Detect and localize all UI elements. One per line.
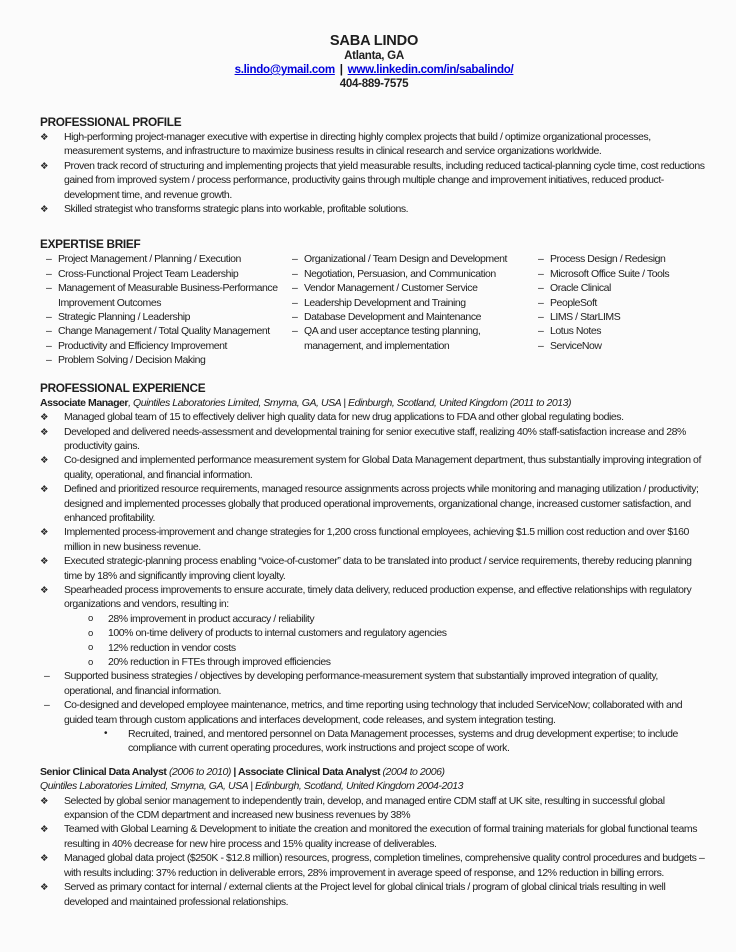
bullet-text: Managed global data project ($250K - $12.8 million) resources, progress, completion timelines, comprehensive quality control procedures and budgets – with results including: 37% reduction in deliverable errors, 28% improvement in average speed of response, and 12% reduction in billing errors. [64, 852, 705, 879]
dash-bullet-icon: – [538, 339, 544, 352]
diamond-bullet-icon: ❖ [40, 556, 49, 568]
list-item [40, 641, 708, 655]
bullet-text: ServiceNow [550, 339, 602, 352]
list-item [40, 453, 708, 482]
bullet-text: Defined and prioritized resource requirements, managed resource assignments across projects while monitoring and managing utilization / productivity; designed and implemented processes globally that produced operational improvements, organizational change, increased customer satisfaction, and enhanced profitability. [64, 483, 699, 524]
job-company-line: Quintiles Laboratories Limited, Smyrna, GA, USA | Edinburgh, Scotland, United Kingdom 2004-2013 [40, 780, 464, 793]
bullet-text: Database Development and Maintenance [304, 311, 482, 324]
dash-bullet-icon: – [46, 339, 52, 352]
list-item [40, 612, 708, 626]
job-title-company-dates: , Quintiles Laboratories Limited, Smyrna, GA, USA | Edinburgh, Scotland, United Kingdom (2011 to 2013) [128, 396, 572, 409]
bullet-text: Negotiation, Persuasion, and Communication [304, 267, 496, 280]
list-item [40, 583, 708, 612]
list-item [40, 727, 708, 756]
list-item [286, 281, 532, 295]
list-item [40, 159, 708, 202]
bullet-text: Teamed with Global Learning & Development to initiate the creation and monitored the execution of formal training materials for global functional teams resulting in 40% decrease for new hire process and 15% quality increase of deliverables. [64, 823, 698, 850]
list-item [532, 339, 708, 353]
bullet-text: Cross-Functional Project Team Leadership [58, 267, 239, 280]
bullet-text: Process Design / Redesign [550, 253, 666, 266]
dash-bullet-icon: – [538, 267, 544, 280]
bullet-text: Implemented process-improvement and change strategies for 1,200 cross functional employees, achieving $1.5 million cost reduction and over $160 million in new business revenue. [64, 526, 689, 553]
list-item [286, 324, 532, 353]
list-item [286, 296, 532, 310]
bullet-text: QA and user acceptance testing planning, management, and implementation [304, 325, 481, 352]
expertise-columns [40, 252, 708, 367]
dash-bullet-icon: – [292, 311, 298, 324]
list-item [40, 482, 708, 525]
list-item [40, 425, 708, 454]
dash-bullet-icon: – [538, 325, 544, 338]
list-item [532, 324, 708, 338]
dash-bullet-icon: – [46, 253, 52, 266]
circle-bullet-icon: o [88, 656, 93, 668]
list-item [40, 410, 708, 424]
diamond-bullet-icon: ❖ [40, 853, 49, 865]
bullet-text: Lotus Notes [550, 325, 602, 338]
bullet-text: Co-designed and developed employee maintenance, metrics, and time reporting using technology that included ServiceNow; collaborated with and guided team through custom applications and interfaces development, code releases, and system integration testing. [64, 699, 683, 726]
list-item [40, 655, 708, 669]
candidate-location: Atlanta, GA [344, 49, 404, 62]
job-bullet-list [40, 410, 708, 756]
bullet-text: Productivity and Efficiency Improvement [58, 339, 228, 352]
circle-bullet-icon: o [88, 642, 93, 654]
diamond-bullet-icon: ❖ [40, 824, 49, 836]
bullet-text: Vendor Management / Customer Service [304, 282, 478, 295]
bullet-text: Leadership Development and Training [304, 296, 466, 309]
list-item [40, 626, 708, 640]
expertise-column-3 [532, 252, 708, 367]
bullet-text: Problem Solving / Decision Making [58, 354, 206, 367]
dash-bullet-icon: – [292, 282, 298, 295]
list-item [40, 851, 708, 880]
diamond-bullet-icon: ❖ [40, 204, 49, 216]
section-heading-professional-experience: PROFESSIONAL EXPERIENCE [40, 380, 206, 395]
contact-separator: | [339, 63, 343, 76]
dash-bullet-icon: – [538, 311, 544, 324]
job-title-role: Senior Clinical Data Analyst [40, 765, 169, 778]
circle-bullet-icon: o [88, 627, 93, 639]
contact-line [40, 63, 708, 77]
section-heading-expertise-brief: EXPERTISE BRIEF [40, 237, 141, 252]
profile-list [40, 130, 708, 216]
bullet-text: Co-designed and implemented performance measurement system for Global Data Management department, thus substantially improving integration of quality, operational, and financial information. [64, 454, 701, 481]
diamond-bullet-icon: ❖ [40, 455, 49, 467]
list-item [40, 525, 708, 554]
bullet-text: Served as primary contact for internal / external clients at the Project level for global clinical trials / program of global clinical trials resulting in well developed and maintained professional relationships. [64, 881, 666, 908]
list-item [40, 669, 708, 698]
diamond-bullet-icon: ❖ [40, 132, 49, 143]
diamond-bullet-icon: ❖ [40, 527, 49, 539]
job-bullet-list [40, 794, 708, 909]
bullet-text: Project Management / Planning / Execution [58, 253, 241, 266]
dash-bullet-icon: – [44, 699, 50, 712]
section-heading-professional-profile: PROFESSIONAL PROFILE [40, 115, 182, 129]
list-item [40, 698, 708, 727]
list-item [40, 202, 708, 216]
list-item [40, 353, 286, 367]
list-item [286, 310, 532, 324]
diamond-bullet-icon: ❖ [40, 584, 49, 596]
dot-bullet-icon: • [104, 728, 108, 740]
job-title [40, 765, 708, 779]
bullet-text: PeopleSoft [550, 296, 597, 309]
list-item [40, 252, 286, 266]
dash-bullet-icon: – [292, 296, 298, 309]
job-entry-associate-manager [40, 396, 708, 756]
list-item [40, 281, 286, 310]
bullet-text: Skilled strategist who transforms strategic plans into workable, profitable solutions. [64, 203, 409, 216]
bullet-text: Oracle Clinical [550, 282, 611, 295]
list-item [40, 130, 708, 159]
diamond-bullet-icon: ❖ [40, 882, 49, 894]
job-title-dates-2: (2004 to 2006) [382, 765, 445, 778]
dash-bullet-icon: – [292, 267, 298, 280]
bullet-text: Proven track record of structuring and implementing projects that yield measurable results, including reduced tactical-planning cycle time, cost reductions gained from improved system / process performance, productivity gains through multiple change and improvement initiatives, reduced product-development time, and revenue growth. [64, 159, 705, 201]
dash-bullet-icon: – [538, 282, 544, 295]
bullet-text: Supported business strategies / objectives by developing performance-measurement system that substantially improved integration of quality, operational, and financial information. [64, 670, 658, 697]
circle-bullet-icon: o [88, 613, 93, 625]
bullet-text: Selected by global senior management to independently train, develop, and managed entire CDM staff at UK site, resulting in successful global expansion of the CDM department and increased new business revenues by 38% [64, 794, 665, 822]
dash-bullet-icon: – [538, 296, 544, 309]
bullet-text: Strategic Planning / Leadership [58, 311, 190, 324]
candidate-name: SABA LINDO [329, 33, 419, 49]
bullet-text: 100% on-time delivery of products to internal customers and regulatory agencies [108, 627, 447, 640]
dash-bullet-icon: – [46, 267, 52, 280]
dash-bullet-icon: – [538, 253, 544, 266]
list-item [532, 296, 708, 310]
bullet-text: Change Management / Total Quality Management [58, 325, 270, 338]
expertise-column-1 [40, 252, 286, 367]
dash-bullet-icon: – [292, 253, 298, 266]
list-item [286, 252, 532, 266]
bullet-text: Developed and delivered needs-assessment and developmental training for senior executive staff, realizing 40% staff-satisfaction increase and 28% productivity gains. [64, 425, 686, 452]
bullet-text: Organizational / Team Design and Development [304, 253, 507, 266]
diamond-bullet-icon: ❖ [40, 484, 49, 496]
diamond-bullet-icon: ❖ [40, 160, 49, 172]
diamond-bullet-icon: ❖ [40, 795, 49, 807]
email-link[interactable]: s.lindo@ymail.com [234, 63, 335, 76]
list-item [40, 794, 708, 823]
bullet-text: LIMS / StarLIMS [550, 311, 621, 324]
bullet-text: Management of Measurable Business-Performance Improvement Outcomes [58, 282, 278, 309]
list-item [40, 324, 286, 338]
list-item [40, 822, 708, 851]
list-item [40, 554, 708, 583]
dash-bullet-icon: – [46, 282, 52, 295]
bullet-text: 12% reduction in vendor costs [108, 641, 236, 654]
bullet-text: High-performing project-manager executive with expertise in directing highly complex projects that build / optimize organizational processes, measurement systems, and infrastructure to maximize business results in clinical research and service organizations worldwide. [64, 131, 651, 158]
resume-header [40, 33, 708, 91]
bullet-text: Spearheaded process improvements to ensure accurate, timely data delivery, reduced production expense, and effective relationships with regulatory organizations and vendors, resulting in: [64, 583, 692, 611]
diamond-bullet-icon: ❖ [40, 412, 49, 424]
job-title-role: Associate Manager [40, 396, 129, 409]
linkedin-link[interactable]: www.linkedin.com/in/sabalindo/ [347, 63, 514, 76]
job-title [40, 396, 708, 410]
dash-bullet-icon: – [292, 325, 298, 338]
job-title-role-2: | Associate Clinical Data Analyst [230, 765, 383, 778]
list-item [286, 267, 532, 281]
list-item [532, 252, 708, 266]
candidate-phone: 404-889-7575 [339, 77, 409, 90]
job-entry-clinical-data-analyst [40, 765, 708, 909]
list-item [532, 281, 708, 295]
dash-bullet-icon: – [46, 354, 52, 367]
list-item [532, 310, 708, 324]
job-title-dates: (2006 to 2010) [168, 765, 231, 778]
dash-bullet-icon: – [44, 670, 50, 683]
list-item [40, 310, 286, 324]
diamond-bullet-icon: ❖ [40, 426, 49, 438]
bullet-text: Managed global team of 15 to effectively deliver high quality data for new drug applications to FDA and other global regulating bodies. [64, 411, 624, 424]
list-item [532, 267, 708, 281]
list-item [40, 880, 708, 909]
bullet-text: Microsoft Office Suite / Tools [550, 267, 670, 280]
dash-bullet-icon: – [46, 311, 52, 324]
list-item [40, 267, 286, 281]
bullet-text: Executed strategic-planning process enabling “voice-of-customer” data to be translated into product / service requirements, thereby reducing planning time by 18% and significantly improving client loyalty. [64, 555, 692, 582]
bullet-text: Recruited, trained, and mentored personnel on Data Management processes, systems and drug development expertise; to include compliance with current operating procedures, work instructions and project scope of work. [128, 728, 678, 755]
dash-bullet-icon: – [46, 325, 52, 338]
expertise-column-2 [286, 252, 532, 367]
list-item [40, 339, 286, 353]
bullet-text: 20% reduction in FTEs through improved efficiencies [108, 656, 331, 668]
bullet-text: 28% improvement in product accuracy / reliability [108, 612, 315, 625]
